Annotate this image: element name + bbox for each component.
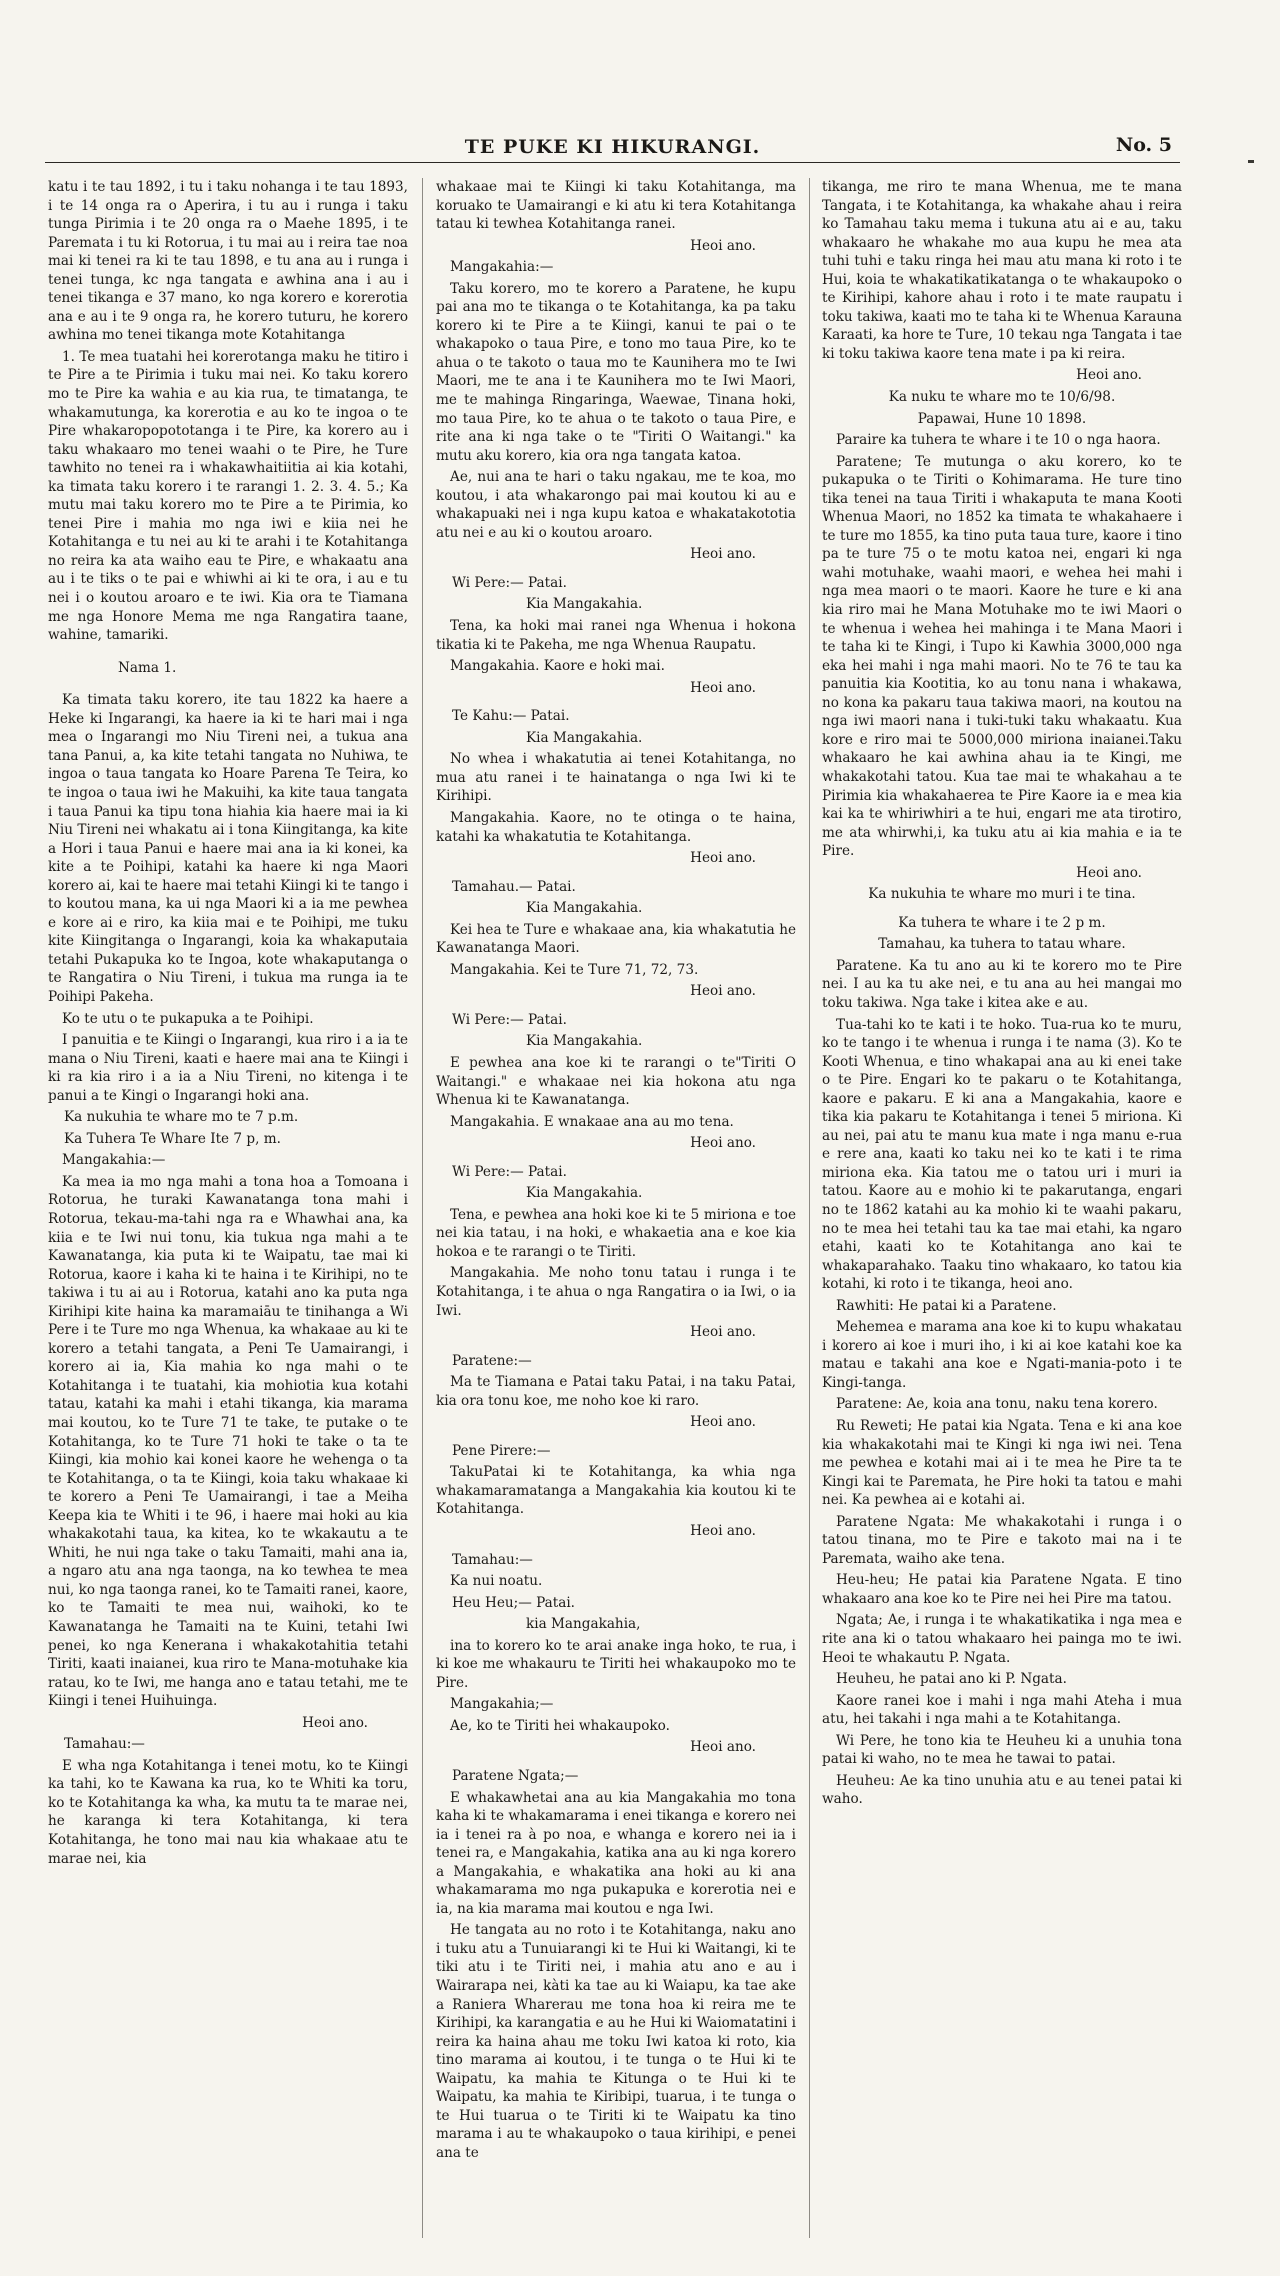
article-paragraph: Ka nukuhia te whare mo te 7 p.m. <box>64 1109 299 1126</box>
article-paragraph: Heoi ano. <box>690 983 756 1000</box>
article-paragraph: Heuheu, he patai ano ki P. Ngata. <box>836 1671 1067 1688</box>
article-paragraph: Mangakahia. E wnakaae ana au mo tena. <box>450 1113 734 1130</box>
article-paragraph: Kaore ranei koe i mahi i nga mahi Ateha i mua atu, hei takahi i nga mahi a te Kotahitanga. <box>822 1692 1182 1728</box>
article-paragraph: Heoi ano. <box>690 237 756 254</box>
article-paragraph: Wi Pere:— Patai. <box>452 1011 567 1028</box>
column-1 <box>48 178 408 2238</box>
newspaper-title: TE PUKE KI HIKURANGI. <box>464 136 761 158</box>
article-paragraph: Tamahau:— <box>452 1551 533 1568</box>
article-paragraph: Rawhiti: He patai ki a Paratene. <box>836 1297 1057 1314</box>
article-paragraph: Heoi ano. <box>1076 367 1142 384</box>
article-paragraph: Heoi ano. <box>690 1135 756 1152</box>
article-paragraph: katu i te tau 1892, i tu i taku nohanga i te tau 1893, i te 14 onga ra o Aperira, i tu au i runga i taku tunga Pirimia i te 20 onga ra o Maehe 1895, i te Paremata i tu ki Rotorua, i tu mai au i reira tae noa mai ki tenei ra ki te tau 1898, e tu ana au i runga i tenei tunga, kc nga tangata e awhina ana i au i tenei tikanga e 37 mano, ko nga korero e korerotia ana e au i te 9 onga ra, he korero tuturu, he korero awhina mo tenei tikanga mote Kotahitanga <box>48 179 408 344</box>
article-paragraph: Kia Mangakahia. <box>526 1185 643 1202</box>
article-paragraph: Kia Mangakahia. <box>526 596 643 613</box>
article-paragraph: Heoi ano. <box>690 850 756 867</box>
article-paragraph: Wi Pere:— Patai. <box>452 574 567 591</box>
article-paragraph: Ngata; Ae, i runga i te whakatikatika i nga mea e rite ana ki o tatou whakaaro hei painga mo te iwi. Heoi te whakautu P. Ngata. <box>822 1612 1182 1666</box>
article-paragraph: Ma te Tiamana e Patai taku Patai, i na taku Patai, kia ora tonu koe, me noho koe ki raro. <box>436 1374 796 1409</box>
article-paragraph: E wha nga Kotahitanga i tenei motu, ko te Kiingi ka tahi, ko te Kawana ka rua, ko te Whiti ka toru, ko te Kotahitanga ka wha, ka mutu ta te marae nei, he karanga ki tera Kotahitanga, ki tera Kotahitanga, he tono mai nau kia whakaae atu te marae nei, kia <box>48 1757 408 1867</box>
article-paragraph: Heoi ano. <box>690 679 756 696</box>
article-paragraph: Ka nukuhia te whare mo muri i te tina. <box>868 886 1136 903</box>
article-paragraph: Mangakahia. Me noho tonu tatau i runga i te Kotahitanga, i te ahua o nga Rangatira o ia Iwi, o ia Iwi. <box>436 1265 796 1319</box>
article-paragraph: kia Mangakahia, <box>526 1616 641 1633</box>
article-paragraph: 1. Te mea tuatahi hei korerotanga maku he titiro i te Pire a te Pirimia i tuku mai nei. Ko taku korero mo te Pire ka wahia e au kia rua, te timatanga, te whakamutunga, ka korerotia e au ko te ingoa o te Pire whakaropopototanga i te Pire, ka korero au i taku whakaaro mo tenei waahi o te Pire, he Ture tawhito no tenei ra i whakawhaitiitia ai kia kotahi, ka timata taku korero i te rarangi 1. 2. 3. 4. 5.; Ka mutu mai taku korero mo te Pire a te Pirimia, ko tenei Pire i mahia mo nga iwi e kiia nei he Kotahitanga e tu nei au ki te arahi i te Kotahitanga no reira ka ata waiho eau te Pire, e whakaatu ana au i te tiks o te pai e whiwhi ai ki te ora, i au e tu nei i o koutou aroaro e te iwi. Kia ora te Tiamana me nga Honore Mema me nga Rangatira taane, wahine, tamariki. <box>48 348 408 644</box>
page-header <box>45 136 1180 163</box>
article-paragraph: Paratene: Ae, koia ana tonu, naku tena korero. <box>836 1396 1158 1413</box>
article-paragraph: Nama 1. <box>118 659 177 676</box>
article-paragraph: Mangakahia. Kei te Ture 71, 72, 73. <box>450 961 699 978</box>
article-paragraph: Ka mea ia mo nga mahi a tona hoa a Tomoana i Rotorua, he turaki Kawanatanga tona mahi i Rotorua, tekau-ma-tahi nga ra e Whawhai ana, ka kiia e te Iwi nui tonu, kia tukua nga mahi a te Kawanatanga, kia puta ki te Waipatu, tae mai ki Rotorua, kaore i kaha ki te haina i te Kirihipi, no te takiwa i tu ai au i Rotorua, katahi ano ka puta nga Kirihipi kite haina ka maramaiāu te tinihanga a Wi Pere i te Ture mo nga Whenua, ka whakaae au ki te korero a tetahi tangata, a Peni Te Uamairangi, i korero ai ia, Kia mahia ko nga mahi o te Kotahitanga i te tuatahi, kia mohiotia kua kotahi tatau, katahi ka mahi i etahi tikanga, kia marama mai koutou, ko te Ture 71 te take, te putake o te Kotahitanga, ko te Ture 71 hoki te take o ta te Kiingi, kia mohio kai konei kaore he wehenga o ta te Kotahitanga, o ta te Kiingi, koia taku whakaae ki te korero a Peni Te Uamairangi, i tae a Meiha Keepa kia te Whiti i te 96, i haere mai hoki au kia whakakotahi taua, ka kitea, ko te wkakautu a te Whiti, he nui nga take o taku Tamaiti, mahi ana ia, a ngaro atu ana nga taonga, na ko tewhea te mea nui, ko nga taonga ranei, ko te Tamaiti ranei, kaore, ko te Tamaiti te mea nui, waihoki, ko te Kawanatanga he Tamaiti na te Kuini, tetahi Iwi penei, ko nga Kenerana i whakakotahitia tetahi Tiriti, kaati inaianei, kua riro te Mana-motuhake kia ratau, ko te Iwi, me hanga ano e tatau tetahi, me te Kiingi i tenei Huihuinga. <box>48 1173 408 1710</box>
article-paragraph: Ka nuku te whare mo te 10/6/98. <box>888 389 1116 406</box>
article-paragraph: Paratene Ngata: Me whakakotahi i runga i o tatou tinana, mo te Pire e takoto mai na i te Paremata, waiho ake tena. <box>822 1513 1182 1567</box>
article-paragraph: Heoi ano. <box>690 1324 756 1341</box>
article-paragraph: Papawai, Hune 10 1898. <box>917 410 1087 427</box>
article-paragraph: Mehemea e marama ana koe ki to kupu whakatau i korero ai koe i muri iho, i ki ai koe katahi koe ka matau e takahi ana koe e Ngati-mania-poto i te Kingi-tanga. <box>822 1319 1182 1391</box>
article-paragraph: Pene Pirere:— <box>452 1442 551 1459</box>
article-paragraph: tikanga, me riro te mana Whenua, me te mana Tangata, i te Kotahitanga, ka whakahe ahau i reira ko Tamahau taku mema i tukuna atu ai e au, taku whakaaro he whakahe mo aua kupu he mea ata tuhi tuhi e taku ringa hei mau atu mana ki roto i te Hui, koia te whakatikatikatanga o te whakaupoko o te Kirihipi, kahore ahau i roto i te mate raupatu i toku takiwa, kaati mo te taha ki te Whenua Karauna Karaati, ka hore te Ture, 10 tekau nga Tangata i tae ki toku takiwa kaore tena mate i pa ki reira. <box>822 179 1182 362</box>
article-paragraph: I panuitia e te Kiingi o Ingarangi, kua riro i a ia te mana o Niu Tireni, kaati e haere mai ana te Kiingi i ki ra kia riro i a ia a Niu Tireni, no kitenga i te panui a te Kingi o Ingarangi hoki ana. <box>48 1032 408 1104</box>
article-paragraph: He tangata au no roto i te Kotahitanga, naku ano i tuku atu a Tunuiarangi ki te Hui ki Waitangi, ki te tiki atu i te Tiriti nei, i mahia atu ano e au i Wairarapa nei, kàti ka tae au ki Waiapu, ka tae ake a Raniera Wharerau me tona hoa ki reira me te Kirihipi, ka karangatia e au he Hui ki Waiomatatini i reira ka haina ahau me toku Iwi katoa ki roto, kia tino marama ai koutou, i te tunga o te Hui ki te Waipatu, ka mahia te Kitunga o te Hui ki te Waipatu, ka mahia te Kiribipi, tuarua, i te tunga o te Hui tuarua o te Tiriti ki te Waipatu ka tino marama i au te whakaupoko o taua kirihipi, e penei ana te <box>436 1922 796 2161</box>
article-paragraph: Heoi ano. <box>302 1714 368 1731</box>
article-paragraph: Kia Mangakahia. <box>526 1033 643 1050</box>
article-paragraph: Ae, nui ana te hari o taku ngakau, me te koa, mo koutou, i ata whakarongo pai mai koutou ki au e whakapuaki nei i nga kupu katoa e whakatakototia atu nei e au ki o koutou aroaro. <box>436 469 796 541</box>
article-paragraph: Heoi ano. <box>1076 864 1142 881</box>
article-paragraph: Heu-heu; He patai kia Paratene Ngata. E tino whakaaro ana koe ko te Pire nei hei Pire ma tatou. <box>822 1572 1182 1607</box>
column-divider <box>809 178 810 2238</box>
article-paragraph: Kia Mangakahia. <box>526 729 643 746</box>
article-paragraph: Paratene:— <box>452 1352 532 1369</box>
article-paragraph: Heu Heu;— Patai. <box>452 1594 576 1611</box>
article-paragraph: Ka nui noatu. <box>450 1573 543 1590</box>
article-paragraph: E pewhea ana koe ki te rarangi o te"Tiriti O Waitangi." e whakaae nei kia hokona atu nga Whenua ki te Kawanatanga. <box>436 1054 796 1109</box>
article-paragraph: Te Kahu:— Patai. <box>452 708 570 725</box>
article-paragraph: Wi Pere, he tono kia te Heuheu ki a unuhia tona patai ki waho, no te mea he tawai to patai. <box>822 1732 1182 1768</box>
article-paragraph: Tamahau, ka tuhera to tatau whare. <box>878 936 1126 953</box>
article-paragraph: Ae, ko te Tiriti hei whakaupoko. <box>450 1717 670 1734</box>
article-paragraph: ina to korero ko te arai anake inga hoko, te rua, i ki koe me whakauru te Tiriti hei whakaupoko mo te Pire. <box>436 1637 796 1691</box>
column-divider <box>422 178 423 2238</box>
column-3 <box>822 178 1182 2238</box>
article-paragraph: Mangakahia. Kaore e hoki mai. <box>450 658 665 675</box>
article-paragraph: Heoi ano. <box>690 1739 756 1756</box>
article-paragraph: No whea i whakatutia ai tenei Kotahitanga, no mua atu ranei i te hainatanga o nga Iwi ki te Kirihipi. <box>436 751 796 805</box>
page-number: No. 5 <box>1115 134 1172 156</box>
article-paragraph: Paratene Ngata;— <box>452 1768 579 1785</box>
article-paragraph: Mangakahia. Kaore, no te otinga o te haina, katahi ka whakatutia te Kotahitanga. <box>436 809 796 845</box>
article-paragraph: Ka timata taku korero, ite tau 1822 ka haere a Heke ki Ingarangi, ka haere ia ki te hari mai i nga mea o Ingarangi mo Niu Tireni nei, a tukua ana tana Panui, a, ka kite tetahi tangata no Nuhiwa, te ingoa o taua tangata ko Hoare Parena Te Teira, ko te ingoa o taua iwi he Makuihi, ka kite taua tangata i taua Panui ka tipu tona hiahia kia haere mai ia ki Niu Tireni nei whakatu ai i tona Kiingitanga, ka kite a Hori i taua Panui e haere mai ana ia ki konei, ka kite a te Poihipi, katahi ka haere ki nga Maori korero ai, kai te haere mai tetahi Kiingi ki te tango i to koutou mana, ka ui nga Maori ki a ia me pewhea e kore ai e riro, ka kiia mai e te Poihipi, me tuku kite Kiingitanga o Ingarangi, koia ka whakaputaia tetahi Pukapuka ko te Ingoa, kote whakaputanga o te Rangatira o Niu Tireni, i tukua ma runga ia te Poihipi Pakeha. <box>48 692 408 1005</box>
article-paragraph: Tamahau:— <box>64 1736 145 1753</box>
article-paragraph: Ka tuhera te whare i te 2 p m. <box>898 914 1106 931</box>
edge-mark <box>1248 160 1254 163</box>
article-paragraph: Tena, e pewhea ana hoki koe ki te 5 miriona e toe nei kia tatau, i na hoki, e whakaetia ana e koe kia hokoa e te rarangi o te Tiriti. <box>436 1206 796 1260</box>
article-paragraph: Kei hea te Ture e whakaae ana, kia whakatutia he Kawanatanga Maori. <box>436 921 796 957</box>
article-paragraph: Ru Reweti; He patai kia Ngata. Tena e ki ana koe kia whakakotahi mai te Kingi ki nga iwi nei. Tena me pewhea e kotahi mai ai i te mea he Pire ta te Kingi kai te Paremata, he Pire hoki ta tatou e mahi nei. Ka pewhea ai e kotahi ai. <box>822 1418 1182 1509</box>
article-paragraph: Tua-tahi ko te kati i te hoko. Tua-rua ko te muru, ko te tango i te whenua i runga i te nama (3). Ko te Kooti Whenua, e tino whakapai ana au ki enei take o te Pire. Engari ko te pakaru o te Kotahitanga, kaore e pakaru. E ki ana a Mangakahia, kaore e tika kia pakaru te Kotahitanga i tenei 5 miriona. Ki au nei, pai atu te manu kua mate i nga manu e-rua e rere ana, kaati ko taku nei ko te kati i te rima miriona eka. Kia tatou me o tatou uri i muri ia tatou. Kaore au e mohio ki te pakarutanga, engari no te 1862 katahi au ka mohio ki te waahi pakaru, no te mea hei tetahi tau ka tae mai etahi, ka ngaro etahi, kaati ko te Kotahitanga ano kai te whakaparahako. Taaku tino whakaaro, ko tatou kia kotahi, ki roto i te tikanga, heoi ano. <box>822 1016 1182 1293</box>
article-paragraph: Heoi ano. <box>690 546 756 563</box>
article-paragraph: Tena, ka hoki mai ranei nga Whenua i hokona tikatia ki te Pakeha, me nga Whenua Raupatu. <box>436 618 796 653</box>
article-paragraph: TakuPatai ki te Kotahitanga, ka whia nga whakamaramatanga a Mangakahia kia koutou ki te Kotahitanga. <box>436 1464 796 1518</box>
article-paragraph: Heoi ano. <box>690 1414 756 1431</box>
article-paragraph: Mangakahia:— <box>450 259 554 276</box>
article-paragraph: Ka Tuhera Te Whare Ite 7 p, m. <box>64 1130 281 1147</box>
article-paragraph: Tamahau.— Patai. <box>452 878 576 895</box>
article-paragraph: E whakawhetai ana au kia Mangakahia mo tona kaha ki te whakamarama i enei tikanga e korero nei ia i tenei ra à po noa, e whanga e korero nei ia i tenei ra, e Mangakahia, katika ana au ki nga korero a Mangakahia, e whakatika ana hoki au ki ana whakamarama mo nga pukapuka e korerotia nei e ia, na kia marama mai koutou e nga Iwi. <box>436 1789 796 1917</box>
article-paragraph: Ko te utu o te pukapuka a te Poihipi. <box>62 1010 314 1027</box>
article-paragraph: Wi Pere:— Patai. <box>452 1163 567 1180</box>
article-paragraph: Paraire ka tuhera te whare i te 10 o nga haora. <box>836 432 1161 449</box>
article-paragraph: Taku korero, mo te korero a Paratene, he kupu pai ana mo te tikanga o te Kotahitanga, ka pa taku korero ki te Pire a te Kiingi, kanui te pai o te whakapoko o taua Pire, e tono mo taua Pire, ko te ahua o te takoto o taua mo te Kaunihera mo te Iwi Maori, me te ana i te Kaunihera mo te Iwi Maori, me te mahinga Ringaringa, Waewae, Tinana hoki, mo taua Pire, ko te ahua o te takoto o taua Pire, e rite ana ki nga take o te "Tiriti O Waitangi." ka mutu aku korero, kia ora nga tangata katoa. <box>436 280 796 464</box>
article-paragraph: Paratene. Ka tu ano au ki te korero mo te Pire nei. I au ka tu ake nei, e tu ana au hei mangai mo toku takiwa. Nga take i kitea ake e au. <box>822 957 1182 1011</box>
column-2 <box>436 178 796 2238</box>
article-paragraph: whakaae mai te Kiingi ki taku Kotahitanga, ma koruako te Uamairangi e ki atu ki tera Kotahitanga tatau ki tewhea Kotahitanga ranei. <box>436 179 796 233</box>
article-paragraph: Heuheu: Ae ka tino unuhia atu e au tenei patai ki waho. <box>822 1772 1182 1808</box>
article-paragraph: Mangakahia:— <box>62 1152 166 1169</box>
article-paragraph: Paratene; Te mutunga o aku korero, ko te pukapuka o te Tiriti o Kohimarama. He ture tino tika tenei na taua Tiriti i whakaputa te mana Kooti Whenua Maori, no 1852 ka timata te whakahaere i te ture mo 1855, ka tino puta taua ture, kaore i tino pa te ture 75 o te motu katoa nei, engari ki nga wahi motuhake, waahi maori, e wehea hei mahi i nga mea maori o te maori. Kaore he ture e ki ana kia riro mai he Mana Motuhake mo te iwi Maori o te whenua i wehea hei mahinga i te Mana Maori i te taha ki te Kingi, i Tupo ki Kawhia 3000,000 nga eka hei mahi i nga mahi maori. No te 76 te tau ka panuitia kia Kootitia, ko au tonu nana i whakawa, no kona ka pakaru taua takiwa maori, na koutou na nga iwi maori nana i tuki-tuki taku whakaatu. Kua kore e riro mai te 5000,000 miriona inaianei.Taku whakaaro he kai awhina ahau ia te Kingi, me whakakotahi tatou. Kua tae mai te whakahau a te Pirimia kia whakahaerea te Pire Kaore ia e mea kia kai ka te whiriwhiri a te hui, engari me ata tirotiro, me ata whirwhi,i, ka tuku atu ai kia mahia e ia te Pire. <box>822 453 1182 860</box>
article-paragraph: Heoi ano. <box>690 1523 756 1539</box>
article-paragraph: Kia Mangakahia. <box>526 900 643 917</box>
article-paragraph: Mangakahia;— <box>450 1696 554 1713</box>
